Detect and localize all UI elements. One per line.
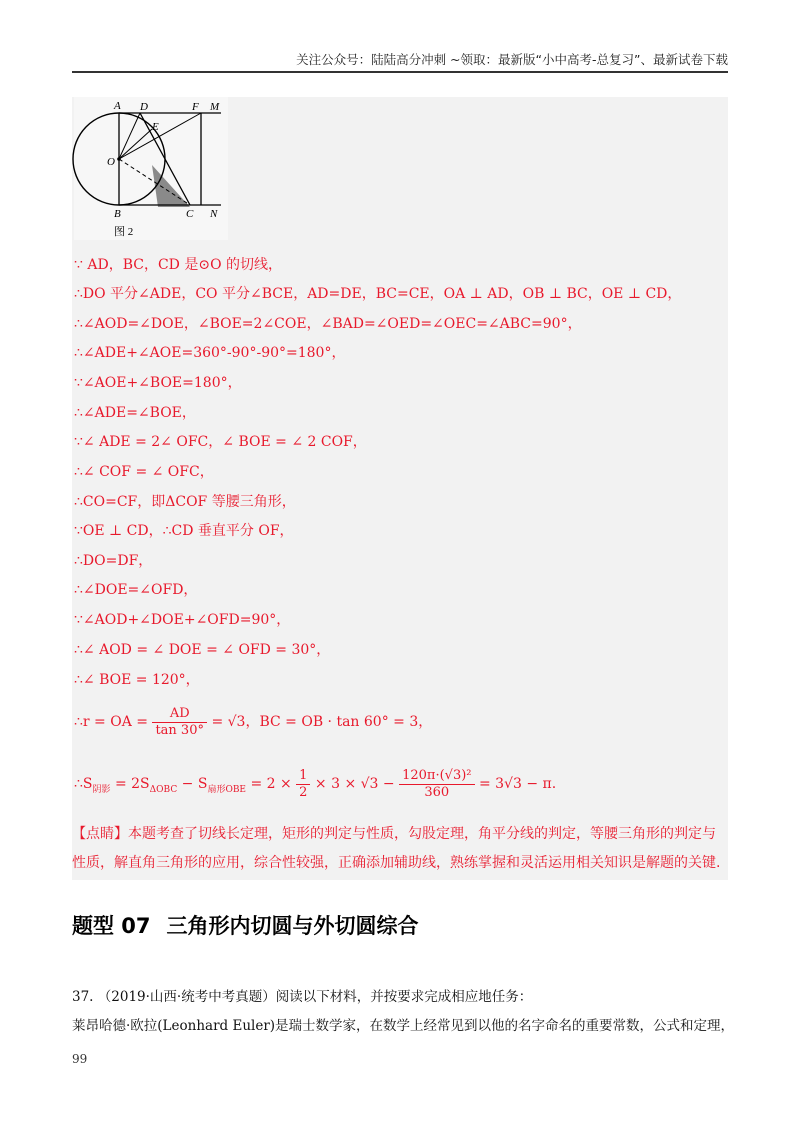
solution-line-14: ∴∠ AOD = ∠ DOE = ∠ OFD = 30°， xyxy=(74,642,331,658)
fraction-sector-area xyxy=(399,768,474,801)
page-header: 关注公众号：陆陆高分冲刺 ~领取：最新版“小中高考-总复习”、最新试卷下载 xyxy=(296,52,728,67)
label-e: E xyxy=(152,121,159,133)
fraction-numerator: 1 xyxy=(296,768,310,785)
area-subscript-triangle: ΔOBC xyxy=(149,784,178,795)
label-c: C xyxy=(186,208,194,220)
section-title-text: 三角形内切圆与外切圆综合 xyxy=(166,914,419,938)
solution-line-11: ∴DO=DF， xyxy=(74,553,153,569)
solution-line-16 xyxy=(74,704,432,740)
solution-line-4: ∴∠ADE+∠AOE=360°-90°-90°=180°， xyxy=(74,345,346,361)
radius-rhs: = √3，BC = OB · tan 60° = 3， xyxy=(211,714,433,730)
question-intro: 37. （2019·山西·统考中考真题）阅读以下材料，并按要求完成相应地任务： xyxy=(72,989,533,1005)
solution-line-9: ∴CO=CF，即ΔCOF 等腰三角形， xyxy=(74,494,296,510)
solution-line-15: ∴∠ BOE = 120°， xyxy=(74,672,200,688)
fraction-numerator: AD xyxy=(152,706,207,723)
label-n: N xyxy=(210,208,218,220)
fraction-numerator: 120π·(√3)² xyxy=(399,768,474,785)
solution-line-13: ∵∠AOD+∠DOE+∠OFD=90°， xyxy=(74,612,291,628)
solution-line-10: ∵OE ⊥ CD，∴CD 垂直平分 OF， xyxy=(74,523,294,539)
label-m: M xyxy=(210,101,220,113)
solution-line-1: ∵ AD，BC，CD 是⊙O 的切线， xyxy=(74,257,282,273)
section-number: 题型 07 xyxy=(72,914,151,938)
question-text: 莱昂哈德·欧拉(Leonhard Euler)是瑞士数学家，在数学上经常见到以他的名字命名的重要常数，公式和定理， xyxy=(72,1018,735,1034)
solution-line-3: ∴∠AOD=∠DOE，∠BOE=2∠COE，∠BAD=∠OED=∠OEC=∠ABC=90°， xyxy=(74,316,582,332)
page-number: 99 xyxy=(72,1052,88,1066)
section-heading xyxy=(72,910,419,940)
fraction-denominator: tan 30° xyxy=(155,722,204,738)
fraction-denominator: 360 xyxy=(424,784,450,800)
solution-line-8: ∴∠ COF = ∠ OFC， xyxy=(74,464,214,480)
figure-caption: 图 2 xyxy=(114,226,134,238)
fraction-one-half xyxy=(296,768,310,801)
solution-line-2: ∴DO 平分∠ADE，CO 平分∠BCE，AD=DE，BC=CE，OA ⊥ AD，OB ⊥ BC，OE ⊥ CD， xyxy=(74,286,682,302)
area-term-4: × 3 × √3 − xyxy=(314,776,395,792)
area-term-1: = 2S xyxy=(110,776,150,792)
area-symbol: ∴S xyxy=(74,776,93,792)
solution-line-5: ∵∠AOE+∠BOE=180°， xyxy=(74,375,242,391)
solution-line-12: ∴∠DOE=∠OFD， xyxy=(74,582,198,598)
area-subscript-shaded: 阴影 xyxy=(92,784,111,795)
label-b: B xyxy=(114,208,121,220)
label-a: A xyxy=(114,100,121,112)
key-point-note: 【点睛】本题考查了切线长定理，矩形的判定与性质，勾股定理，角平分线的判定，等腰三角形的判定与性质，解直角三角形的应用，综合性较强，正确添加辅助线，熟练掌握和灵活运用相关知识是解题的关键. xyxy=(72,826,721,871)
solution-line-17 xyxy=(74,762,556,806)
fraction-ad-over-tan30 xyxy=(152,706,207,739)
solution-line-7: ∵∠ ADE = 2∠ OFC，∠ BOE = ∠ 2 COF， xyxy=(74,434,367,450)
area-term-3: = 2 × xyxy=(246,776,292,792)
area-subscript-sector: 扇形OBE xyxy=(207,784,246,795)
geometry-figure xyxy=(72,97,230,240)
radius-lhs: ∴r = OA = xyxy=(74,714,148,730)
solution-line-6: ∴∠ADE=∠BOE， xyxy=(74,405,196,421)
fraction-denominator: 2 xyxy=(299,784,308,800)
area-result: = 3√3 − π. xyxy=(478,776,557,792)
area-term-2: − S xyxy=(177,776,208,792)
header-rule xyxy=(72,71,728,73)
label-d: D xyxy=(140,101,148,113)
label-o: O xyxy=(107,156,115,168)
label-f: F xyxy=(192,101,199,113)
